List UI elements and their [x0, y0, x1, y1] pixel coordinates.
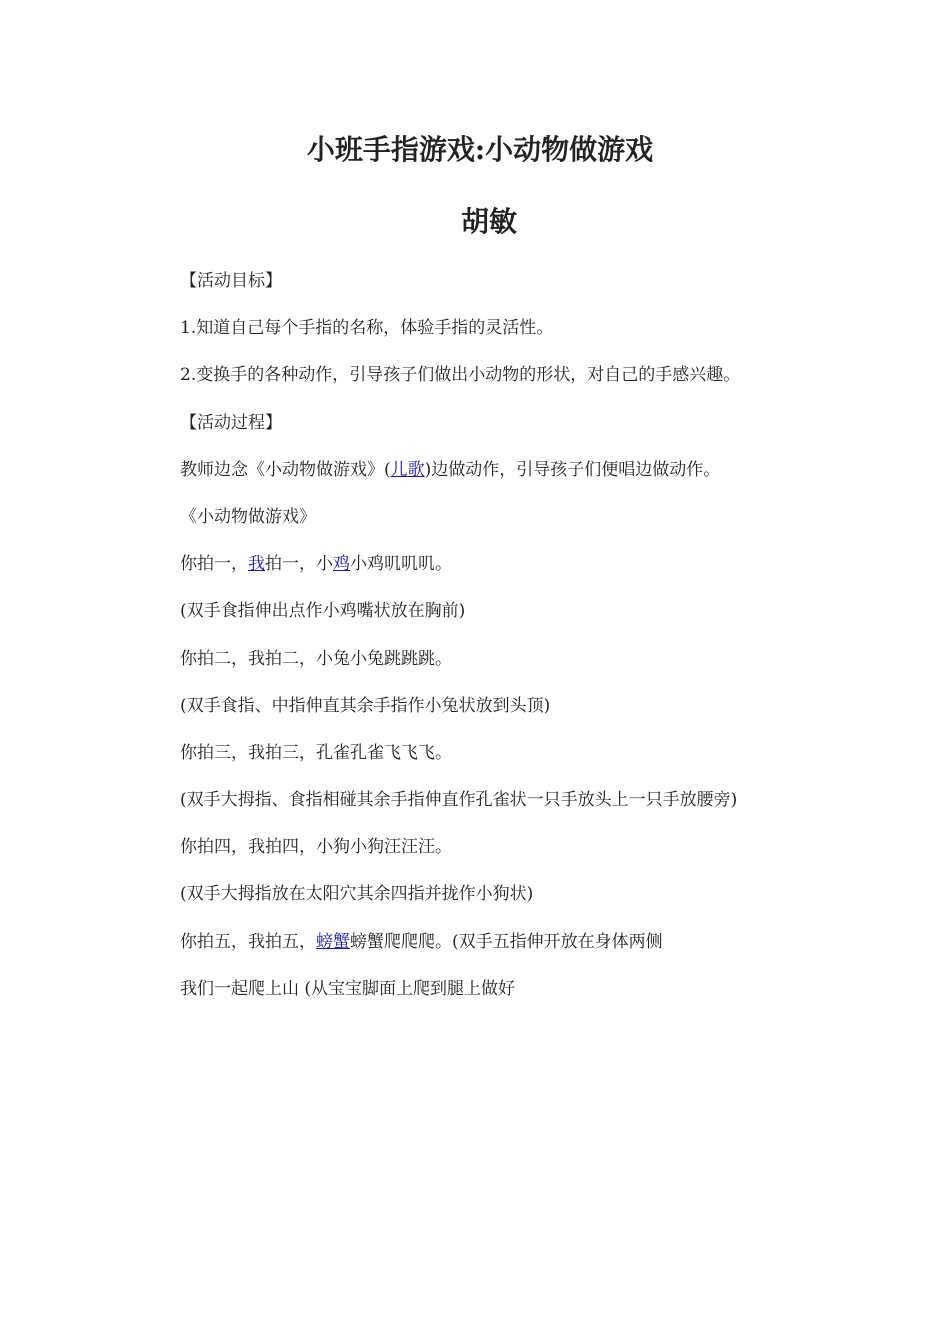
text-run: (双手食指、中指伸直其余手指作小兔状放到头顶)	[180, 695, 551, 716]
paragraph-line	[180, 551, 900, 598]
text-run: 《小动物做游戏》	[180, 506, 316, 527]
inline-link[interactable]: 儿歌	[390, 459, 425, 480]
text-run: 我们一起爬上山 (从宝宝脚面上爬到腿上做好	[180, 978, 516, 999]
text-run: (双手大拇指、食指相碰其余手指伸直作孔雀状一只手放头上一只手放腰旁)	[180, 790, 738, 811]
document-author: 胡敏	[460, 205, 517, 238]
text-run: (双手大拇指放在太阳穴其余四指并拢作小狗状)	[180, 884, 534, 905]
paragraph-line	[180, 834, 900, 881]
document-title: 小班手指游戏:小动物做游戏	[306, 133, 654, 166]
paragraph-line	[180, 929, 900, 976]
paragraph-line	[180, 976, 900, 1023]
text-run: 你拍三，我拍三，孔雀孔雀飞飞飞。	[180, 742, 452, 763]
paragraph-line	[180, 457, 900, 504]
paragraph-line	[180, 410, 900, 457]
paragraph-line	[180, 268, 900, 315]
text-run: 你拍五，我拍五，	[180, 931, 316, 952]
text-run: )边做动作，引导孩子们便唱边做动作。	[424, 459, 721, 480]
paragraph-line	[180, 787, 900, 834]
text-run: 螃蟹爬爬爬。(双手五指伸开放在身体两侧	[350, 931, 663, 952]
document-body	[180, 268, 900, 1023]
paragraph-line	[180, 881, 900, 928]
text-run: 你拍二，我拍二，小兔小兔跳跳跳。	[180, 648, 452, 669]
paragraph-line	[180, 362, 900, 409]
text-run: 2.变换手的各种动作，引导孩子们做出小动物的形状，对自己的手感兴趣。	[180, 365, 741, 386]
paragraph-line	[180, 693, 900, 740]
text-run: (双手食指伸出点作小鸡嘴状放在胸前)	[180, 601, 466, 622]
text-run: 拍一，小	[265, 554, 333, 575]
paragraph-line	[180, 646, 900, 693]
paragraph-line	[180, 598, 900, 645]
inline-link[interactable]: 我	[248, 554, 265, 575]
text-run: 小鸡叽叽叽。	[350, 554, 452, 575]
paragraph-line	[180, 740, 900, 787]
paragraph-line	[180, 315, 900, 362]
inline-link[interactable]: 鸡	[333, 554, 350, 575]
text-run: 教师边念《小动物做游戏》(	[180, 459, 391, 480]
text-run: 你拍一，	[180, 554, 248, 575]
text-run: 你拍四，我拍四，小狗小狗汪汪汪。	[180, 837, 452, 858]
text-run: 1.知道自己每个手指的名称，体验手指的灵活性。	[180, 318, 554, 339]
text-run: 【活动目标】	[180, 271, 282, 291]
paragraph-line	[180, 504, 900, 551]
inline-link[interactable]: 螃蟹	[316, 931, 350, 952]
text-run: 【活动过程】	[180, 412, 282, 433]
